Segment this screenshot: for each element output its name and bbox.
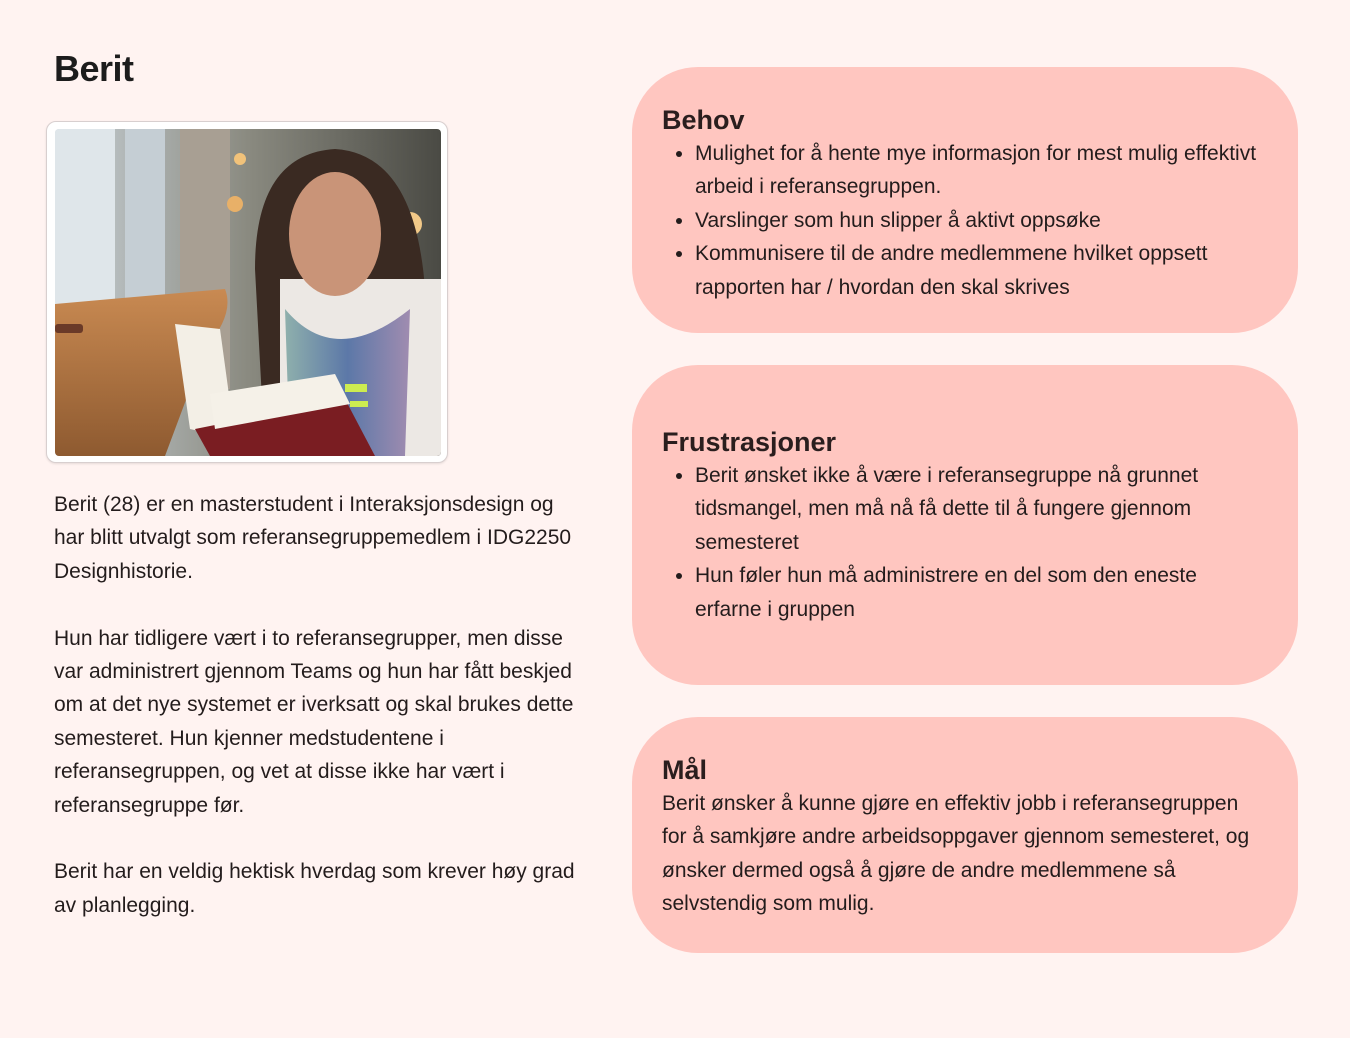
list-item: • Berit ønsket ikke å være i referansegruppe nå grunnet tidsmangel, men må nå få dette til å fungere gjennom semesteret [695, 459, 1268, 559]
persona-photo-frame [46, 121, 448, 463]
list-item: • Varslinger som hun slipper å aktivt oppsøke [695, 204, 1268, 237]
needs-list [662, 137, 1268, 304]
frustrations-title: Frustrasjoner [662, 427, 837, 457]
list-item: • Hun føler hun må administrere en del som den eneste erfarne i gruppen [695, 559, 1268, 626]
list-item: • Mulighet for å hente mye informasjon for mest mulig effektivt arbeid i referansegruppen. [695, 137, 1268, 204]
bio-paragraph: Hun har tidligere vært i to referansegrupper, men disse var administrert gjennom Teams og hun har fått beskjed om at det nye systemet er iverksatt og skal brukes dette semesteret. Hun kjenner medstudentene i referansegruppen, og vet at disse ikke har vært i referansegruppe før. [54, 626, 574, 817]
goals-card [632, 717, 1298, 953]
frustrations-card [632, 365, 1298, 685]
needs-card [632, 67, 1298, 333]
needs-title: Behov [662, 105, 745, 135]
bio-paragraph: Berit har en veldig hektisk hverdag som krever høy grad av planlegging. [54, 860, 575, 917]
persona-photo [55, 129, 441, 456]
frustrations-list [662, 459, 1268, 626]
persona-name: Berit [54, 48, 134, 89]
persona-bio [54, 488, 584, 956]
bio-paragraph: Berit (28) er en masterstudent i Interaksjonsdesign og har blitt utvalgt som referansegruppemedlem i IDG2250 Designhistorie. [54, 493, 572, 583]
list-item: • Kommunisere til de andre medlemmene hvilket oppsett rapporten har / hvordan den skal skrives [695, 237, 1268, 304]
goals-title: Mål [662, 755, 708, 785]
goals-text: Berit ønsker å kunne gjøre en effektiv jobb i referansegruppen for å samkjøre andre arbeidsoppgaver gjennom semesteret, og ønsker dermed også å gjøre de andre medlemmene så selvstendig som mulig. [662, 792, 1250, 916]
